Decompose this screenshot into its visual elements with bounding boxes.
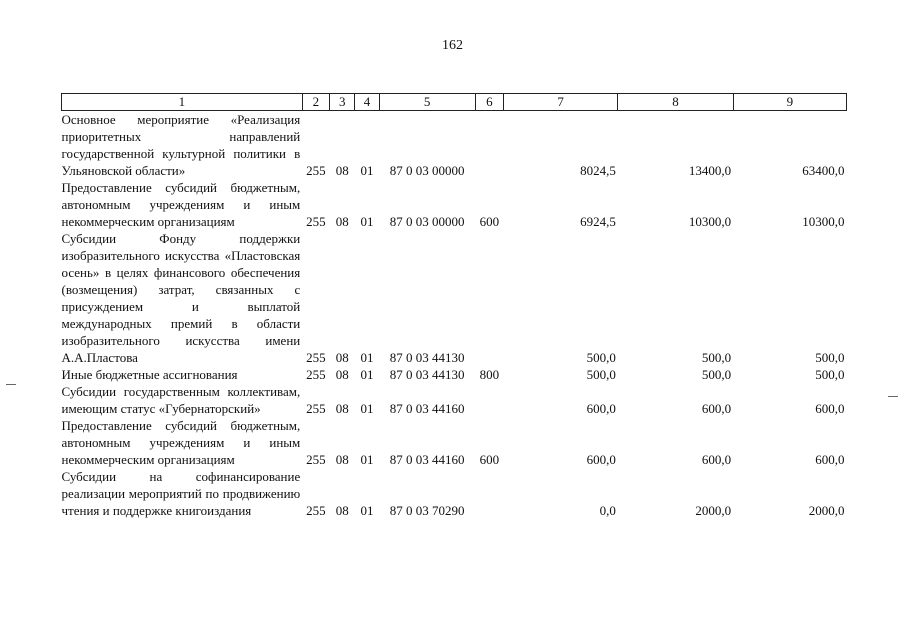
table-header [62,94,847,111]
row-col-2: 255 [306,350,326,365]
row-col-9: 2000,0 [808,503,845,518]
page-number: 162 [442,38,463,53]
row-col-8: 10300,0 [688,214,732,229]
row-col-9: 10300,0 [802,214,845,229]
table-row [62,230,847,366]
header-cell: 8 [618,94,733,111]
row-col-6 [475,230,503,366]
row-col-6: 600 [479,214,500,229]
row-col-7: 600,0 [586,452,616,467]
row-col-4: 01 [360,350,374,365]
row-col-7: 500,0 [586,367,616,382]
header-cell: 9 [733,94,846,111]
row-col-4: 01 [360,401,374,416]
row-col-2: 255 [306,214,326,229]
row-col-2: 255 [306,367,326,382]
header-cell: 2 [302,94,329,111]
header-cell: 1 [62,94,303,111]
row-col-2: 255 [306,452,326,467]
row-col-3: 08 [335,163,349,178]
row-col-9: 500,0 [815,350,845,365]
header-cell: 3 [330,94,355,111]
row-col-4: 01 [360,214,374,229]
row-col-8: 600,0 [701,452,732,467]
row-col-5: 87 0 03 44130 [389,350,465,365]
table-row [62,417,847,468]
row-col-3: 08 [335,401,349,416]
scan-mark-right [888,396,898,397]
row-col-7: 500,0 [586,350,616,365]
table-row [62,179,847,230]
row-name: Предоставление субсидий бюджетным, автономным учреждениям и иным некоммерческим организациям [61,418,301,467]
row-name: Субсидии на софинансирование реализации мероприятий по продвижению чтения и поддержке книгоиздания [61,469,301,518]
budget-table [61,93,847,519]
row-name: Субсидии Фонду поддержки изобразительного искусства «Пластовская осень» в целях финансового обеспечения (возмещения) затрат, связанных с присуждением и выплатой международных премий в области изобразительного искусства имени А.А.Пластова [61,231,301,365]
row-name: Основное мероприятие «Реализация приоритетных направлений государственной культурной политики в Ульяновской области» [61,112,301,178]
row-col-2: 255 [306,401,326,416]
row-col-9: 500,0 [815,367,845,382]
row-col-5: 87 0 03 00000 [389,163,465,178]
row-col-7: 600,0 [586,401,616,416]
row-col-8: 600,0 [701,401,732,416]
row-col-3: 08 [335,214,349,229]
row-col-5: 87 0 03 00000 [389,214,465,229]
row-col-4: 01 [360,452,374,467]
row-name: Иные бюджетные ассигнования [61,367,238,382]
row-col-8: 500,0 [701,350,732,365]
header-cell: 4 [355,94,379,111]
table-row [62,366,847,383]
row-col-4: 01 [360,163,374,178]
row-col-8: 500,0 [701,367,732,382]
table-row [62,468,847,519]
table-body [62,111,847,520]
table-row [62,383,847,417]
row-col-6: 600 [479,452,500,467]
row-col-3: 08 [335,503,349,518]
row-col-2: 255 [306,503,326,518]
header-cell: 5 [379,94,475,111]
row-col-9: 600,0 [815,401,845,416]
row-col-6 [475,468,503,519]
row-col-5: 87 0 03 44160 [389,452,465,467]
row-col-9: 600,0 [815,452,845,467]
header-cell: 6 [475,94,503,111]
row-col-8: 13400,0 [688,163,732,178]
row-col-4: 01 [360,503,374,518]
row-name: Предоставление субсидий бюджетным, автономным учреждениям и иным некоммерческим организациям [61,180,301,229]
row-col-2: 255 [306,163,326,178]
row-col-7: 8024,5 [580,163,616,178]
row-col-8: 2000,0 [695,503,732,518]
row-name: Субсидии государственным коллективам, имеющим статус «Губернаторский» [61,384,301,416]
row-col-3: 08 [335,367,349,382]
row-col-9: 63400,0 [802,163,845,178]
row-col-6: 800 [479,367,500,382]
table-row [62,111,847,180]
row-col-3: 08 [335,350,349,365]
row-col-7: 0,0 [599,503,616,518]
header-cell: 7 [504,94,618,111]
row-col-5: 87 0 03 44130 [389,367,465,382]
header-row [62,94,847,111]
row-col-6 [475,111,503,180]
row-col-3: 08 [335,452,349,467]
row-col-6 [475,383,503,417]
row-col-5: 87 0 03 70290 [389,503,465,518]
row-col-5: 87 0 03 44160 [389,401,465,416]
row-col-4: 01 [360,367,374,382]
scan-mark-left [6,384,16,385]
row-col-7: 6924,5 [580,214,616,229]
